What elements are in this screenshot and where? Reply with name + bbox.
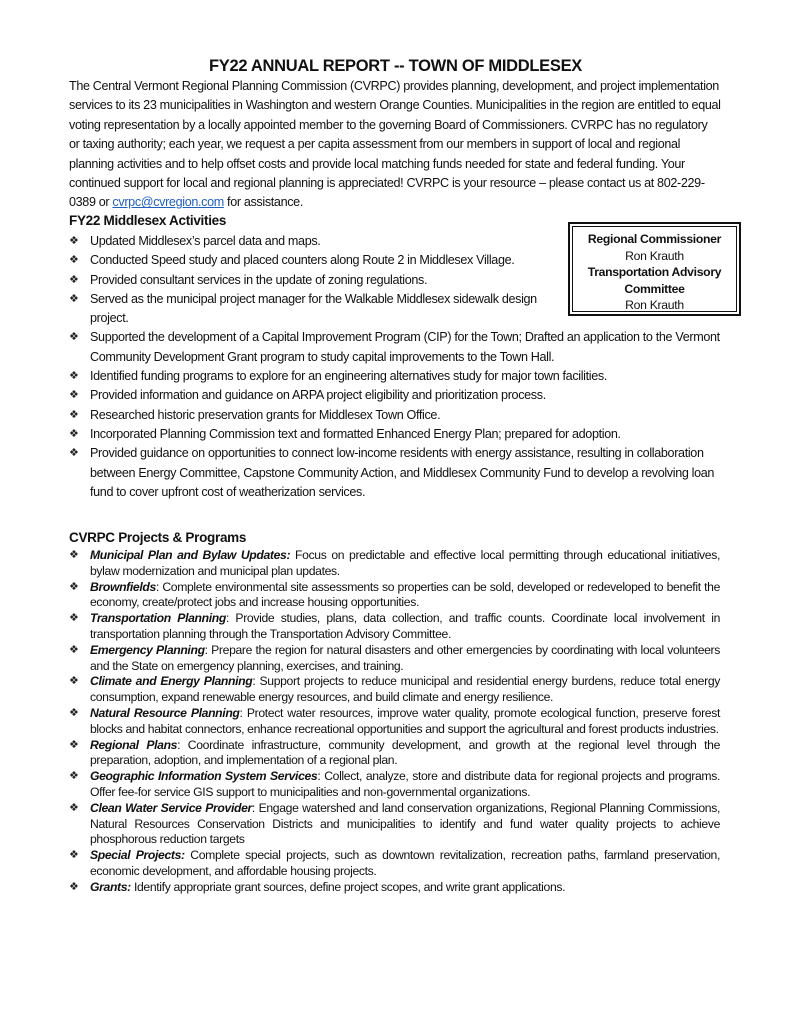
diamond-bullet-icon: ❖ [69, 427, 79, 440]
list-item: ❖ Provided guidance on opportunities to connect low-income residents with energy assistance, resulting in collaboration between Energy Committee, Capstone Community Action, and Middlesex Community Fund to develop a revolving loan fund to cover upfront cost of weatherization services. [69, 446, 715, 499]
list-item: ❖ Provided consultant services in the update of zoning regulations. [69, 271, 550, 290]
program-label: Geographic Information System Services [90, 769, 318, 784]
diamond-bullet-icon: ❖ [69, 370, 79, 383]
role-label-commissioner: Regional Commissioner [587, 232, 722, 246]
diamond-bullet-icon: ❖ [69, 408, 79, 421]
diamond-bullet-icon: ❖ [69, 849, 79, 862]
diamond-bullet-icon: ❖ [69, 643, 79, 656]
list-item: ❖ Identified funding programs to explore for an engineering alternatives study for major town facilities. [69, 367, 721, 386]
program-label: Natural Resource Planning [90, 705, 240, 720]
activities-list [69, 232, 721, 502]
page-title: FY22 ANNUAL REPORT -- TOWN OF MIDDLESEX [208, 57, 582, 75]
diamond-bullet-icon: ❖ [69, 273, 79, 286]
list-item: ❖ Special Projects: Complete special projects, such as downtown revitalization, recreation paths, farmland preservation, economic development, and affordable housing projects. [69, 848, 720, 878]
list-item: ❖ Transportation Planning: Provide studies, plans, data collection, and traffic counts. Coordinate local involvement in transportation planning through the Transportation Advisory Committee. [69, 611, 720, 641]
program-label: Grants: [90, 879, 131, 894]
diamond-bullet-icon: ❖ [69, 331, 79, 344]
diamond-bullet-icon: ❖ [69, 612, 79, 625]
diamond-bullet-icon: ❖ [69, 880, 79, 893]
list-item: ❖ Incorporated Planning Commission text and formatted Enhanced Energy Plan; prepared for adoption. [69, 425, 721, 444]
diamond-bullet-icon: ❖ [69, 549, 79, 561]
diamond-bullet-icon: ❖ [69, 235, 79, 247]
program-label: Brownfields [90, 579, 156, 594]
diamond-bullet-icon: ❖ [69, 447, 79, 460]
diamond-bullet-icon: ❖ [69, 292, 79, 305]
list-item: ❖ Natural Resource Planning: Protect water resources, improve water quality, promote ecological function, preserve forest blocks and habitat connectors, enhance recreational opportunities and support the agricultural and forest products industries. [69, 705, 720, 736]
list-item: ❖ Emergency Planning: Prepare the region for natural disasters and other emergencies by coordinating with local volunteers and the State on emergency planning, exercises, and training. [69, 642, 721, 673]
diamond-bullet-icon: ❖ [69, 580, 79, 593]
diamond-bullet-icon: ❖ [69, 389, 79, 402]
program-label: Regional Plans [90, 737, 178, 752]
list-item: ❖ Clean Water Service Provider: Engage watershed and land conservation organizations, Regional Planning Commissions, Natural Resources Conservation Districts and municipalities to identify and fund water quality projects to achieve phosphorous reduction targets [69, 800, 720, 847]
diamond-bullet-icon: ❖ [69, 675, 79, 688]
list-item: ❖ Conducted Speed study and placed counters along Route 2 in Middlesex Village. [69, 251, 550, 270]
programs-heading: CVRPC Projects & Programs [69, 530, 247, 545]
email-link[interactable]: cvrpc@cvregion.com [112, 195, 224, 210]
intro-paragraph [69, 77, 721, 213]
diamond-bullet-icon: ❖ [69, 706, 79, 719]
list-item: ❖ Brownfields: Complete environmental site assessments so properties can be sold, developed or redeveloped to benefit the economy, create/protect jobs and increase housing opportunities. [69, 579, 720, 610]
tac-name: Ron Krauth [625, 298, 684, 313]
list-item: ❖ Grants: Identify appropriate grant sources, define project scopes, and write grant applications. [69, 879, 566, 894]
program-label: Clean Water Service Provider [90, 800, 252, 815]
list-item: ❖ Geographic Information System Services: Collect, analyze, store and distribute data for regional projects and programs. Offer fee-for service GIS support to municipalities and non-governmental organizations. [69, 769, 720, 799]
diamond-bullet-icon: ❖ [69, 738, 79, 751]
intro-text: The Central Vermont Regional Planning Commission (CVRPC) provides planning, development, and project implementation services to its 23 municipalities in Washington and western Orange Counties. Municipalities in the region are entitled to equal voting representation by a locally appointed member to the governing Board of Commissioners. CVRPC has no regulatory or taxing authority; each year, we request a per capita assessment from our members in support of local and regional planning activities and to help offset costs and provide local matching funds needed for state and federal funding. Your continued support for local and regional planning is appreciated! CVRPC is your resource – please contact us at 802-229-0389 or [69, 79, 721, 210]
program-label: Transportation Planning [90, 611, 226, 626]
program-label: Emergency Planning [90, 642, 205, 657]
list-item: ❖ Updated Middlesex’s parcel data and maps. [69, 232, 550, 251]
list-item: ❖ Served as the municipal project manager for the Walkable Middlesex sidewalk design project. [69, 291, 537, 326]
intro-text-end: for assistance. [223, 195, 303, 210]
program-label: Special Projects: [90, 848, 185, 863]
list-item: ❖ Municipal Plan and Bylaw Updates: Focus on predictable and effective local permitting through educational initiatives, bylaw modernization and municipal plan updates. [69, 548, 721, 578]
diamond-bullet-icon: ❖ [69, 770, 79, 783]
program-label: Climate and Energy Planning [90, 674, 253, 689]
programs-list [69, 548, 720, 896]
activities-heading: FY22 Middlesex Activities [69, 213, 227, 228]
list-item: ❖ Climate and Energy Planning: Support projects to reduce municipal and residential energy burdens, reduce total energy consumption, expand renewable energy resources, and build climate and energy resilience. [69, 674, 720, 705]
list-item: ❖ Provided information and guidance on ARPA project eligibility and prioritization process. [69, 386, 721, 405]
role-label-tac: Transportation Advisory [587, 265, 722, 280]
role-label-tac-cont: Committee [624, 281, 685, 296]
list-item: ❖ Regional Plans: Coordinate infrastructure, community development, and growth at the regional level through the preparation, adoption, and implementation of a regional plan. [69, 737, 720, 768]
list-item: ❖ Supported the development of a Capital Improvement Program (CIP) for the Town; Drafted an application to the Vermont Community Development Grant program to study capital improvements to the Town Hall. [69, 330, 720, 364]
commissioner-name: Ron Krauth [625, 248, 684, 263]
diamond-bullet-icon: ❖ [69, 801, 79, 814]
diamond-bullet-icon: ❖ [69, 254, 79, 267]
list-item: ❖ Researched historic preservation grants for Middlesex Town Office. [69, 406, 721, 425]
program-label: Municipal Plan and Bylaw Updates: [90, 548, 291, 562]
